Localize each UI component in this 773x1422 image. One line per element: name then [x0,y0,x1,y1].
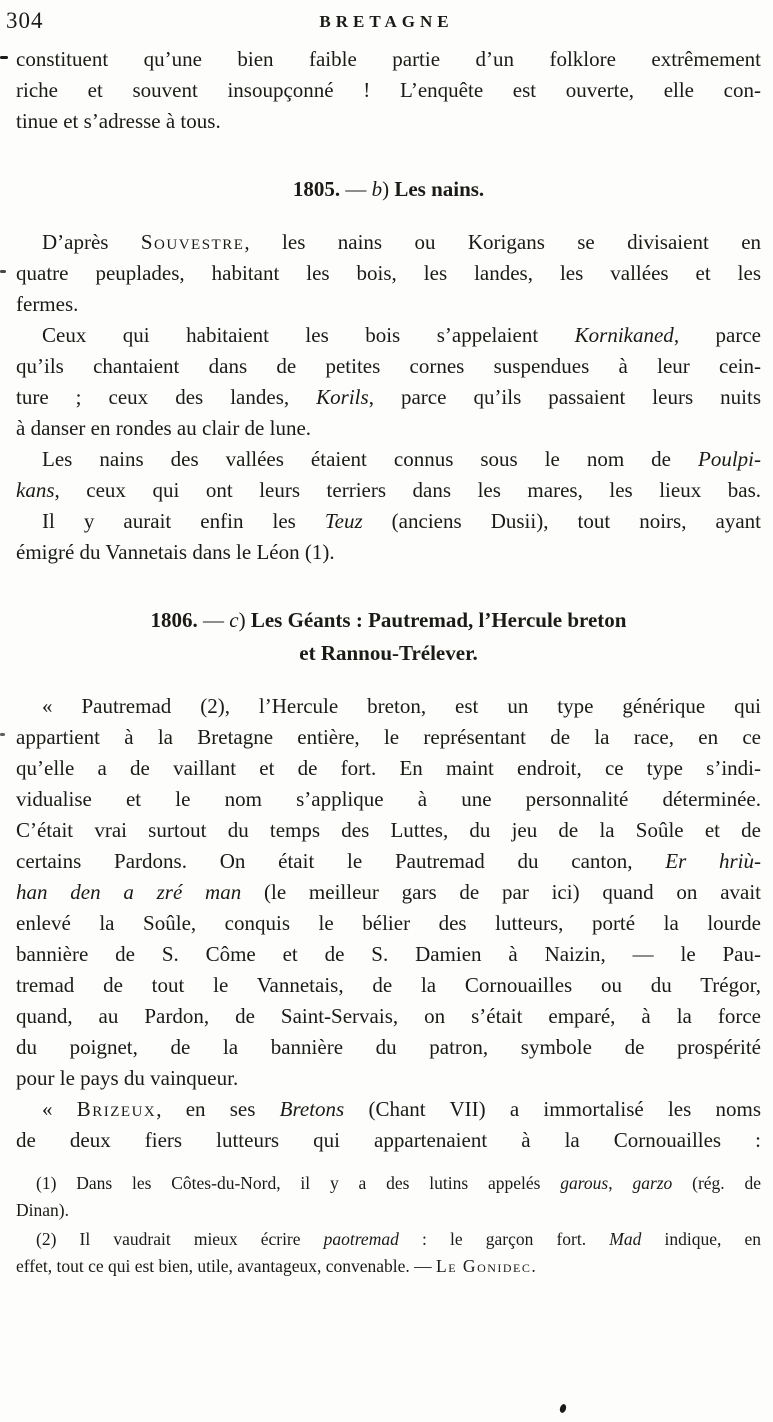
text-run: « Pautremad (2), l’Hercule breton, est un type générique qui [42,694,761,718]
text-run: « [42,1097,77,1121]
text-run: c [229,608,239,632]
paragraph-kornikaned [16,320,761,444]
text-run: Er hriù- [665,849,762,873]
paragraph-poulpikans [16,444,761,506]
text-line [16,877,761,908]
text-line [16,106,761,137]
text-line [16,691,761,722]
text-run: (anciens Dusii), tout noirs, ayant [362,509,761,533]
text-run: quand, au Pardon, de Saint-Servais, on s’était emparé, à la force [16,1004,761,1028]
text-line [16,784,761,815]
text-line [16,1226,761,1253]
text-line [16,258,761,289]
text-run: , parce qu’ils passaient leurs nuits [368,385,761,409]
text-line [16,44,761,75]
text-line [16,1063,761,1094]
paragraph-souvestre [16,227,761,320]
text-line [16,1032,761,1063]
page-number: 304 [6,8,44,33]
text-run: Ceux qui habitaient les bois s’appelaient [42,323,575,347]
text-line [16,227,761,258]
text-run: émigré du Vannetais dans le Léon (1). [16,540,335,564]
scan-artifact [0,733,5,736]
text-line [16,939,761,970]
heading-1806-les-geants [16,604,761,670]
text-line [16,382,761,413]
text-run: qu’elle a de vaillant et de fort. En maint endroit, ce type s’indi- [16,756,761,780]
text-run: Kornikaned [574,323,674,347]
text-run: Mad [609,1229,642,1249]
text-run: paotremad [323,1229,399,1249]
text-line [16,75,761,106]
text-run: bannière de S. Côme et de S. Damien à Naizin, — le Pau- [16,942,761,966]
text-run: , parce [673,323,762,347]
text-line [16,1197,761,1224]
text-line [16,444,761,475]
text-line [16,722,761,753]
text-run: : le garçon fort. [398,1229,610,1249]
text-line [16,1001,761,1032]
text-run: (2) Il vaudrait mieux écrire [36,1229,324,1249]
page-body [16,44,761,1280]
text-run: garous [560,1173,609,1193]
text-run: han den a zré man [16,880,242,904]
text-run: . [531,1256,536,1276]
text-run: (Chant VII) a immortalisé les noms [344,1097,762,1121]
text-line [16,970,761,1001]
text-run: — [197,608,230,632]
text-line [16,1253,761,1280]
text-run: Il y aurait enfin les [42,509,325,533]
text-run: tremad de tout le Vannetais, de la Cornouailles ou du Trégor, [16,973,761,997]
text-line [16,1094,761,1125]
text-run: ) [238,608,251,632]
text-line [16,1170,761,1197]
text-run: , les nains ou Korigans se divisaient en [244,230,762,254]
text-line [16,908,761,939]
text-run: Korils [316,385,369,409]
text-run: Les nains des vallées étaient connus sous le nom de [42,447,698,471]
paragraph-teuz [16,506,761,568]
text-run: 1805. [292,177,341,201]
text-run: certains Pardons. On était le Pautremad du canton, [16,849,666,873]
text-run: Le Gonidec [436,1256,532,1276]
text-run: , [608,1173,633,1193]
text-run: effet, tout ce qui est bien, utile, avantageux, convenable. — [16,1256,437,1276]
text-run: ture ; ceux des landes, [16,385,317,409]
text-run: pour le pays du vainqueur. [16,1066,239,1090]
page-header [0,6,773,36]
text-line [16,753,761,784]
text-run: garzo [632,1173,673,1193]
ink-speck [559,1403,567,1413]
footnote-2 [16,1226,761,1280]
text-run: kans [16,478,55,502]
text-line [16,475,761,506]
text-run: indique, en [641,1229,761,1249]
text-run: tinue et s’adresse à tous. [16,109,221,133]
text-run: Bretons [279,1097,345,1121]
text-run: et Rannou-Trélever. [299,641,478,665]
text-line [16,604,761,637]
text-run: , ceux qui ont leurs terriers dans les mares, les lieux bas. [54,478,761,502]
text-line [16,413,761,444]
text-run: constituent qu’une bien faible partie d’un folklore extrêmement [16,47,761,71]
text-line [16,320,761,351]
text-line [16,506,761,537]
text-run: quatre peuplades, habitant les bois, les landes, les vallées et les [16,261,761,285]
text-line [16,1125,761,1156]
text-run: Poulpi- [698,447,761,471]
text-run: appartient à la Bretagne entière, le représentant de la race, en ce [16,725,761,749]
text-run: (le meilleur gars de par ici) quand on avait [241,880,762,904]
text-run: Teuz [324,509,363,533]
text-run: Les nains. [394,177,485,201]
text-line [16,537,761,568]
text-run: — [340,177,372,201]
paragraph-pautremad [16,691,761,1094]
text-line [16,173,761,206]
text-run: Brizeux [76,1097,157,1121]
text-run: 1806. [150,608,198,632]
scan-artifact [0,56,8,59]
paragraph-intro [16,44,761,137]
running-title: BRETAGNE [319,12,454,31]
text-run: Les Géants : Pautremad, l’Hercule breton [250,608,627,632]
text-run: du poignet, de la bannière du patron, symbole de prospérité [16,1035,761,1059]
text-line [16,637,761,670]
paragraph-brizeux [16,1094,761,1156]
text-run: Souvestre [140,230,245,254]
text-line [16,815,761,846]
text-run: vidualise et le nom s’applique à une personnalité déterminée. [16,787,761,811]
text-run: à danser en rondes au clair de lune. [16,416,312,440]
text-run: , en ses [156,1097,280,1121]
text-line [16,351,761,382]
text-run: D’après [42,230,141,254]
text-run: ) [382,177,395,201]
text-run: C’était vrai surtout du temps des Luttes, du jeu de la Soûle et de [16,818,761,842]
text-run: qu’ils chantaient dans de petites cornes suspendues à leur cein- [16,354,761,378]
scan-artifact [0,270,6,273]
text-line [16,289,761,320]
footnote-1 [16,1170,761,1224]
text-run: (1) Dans les Côtes-du-Nord, il y a des lutins appelés [36,1173,561,1193]
text-run: riche et souvent insoupçonné ! L’enquête est ouverte, elle con- [16,78,761,102]
heading-1805-les-nains [16,173,761,206]
text-run: b [371,177,383,201]
text-run: de deux fiers lutteurs qui appartenaient à la Cornouailles : [16,1128,761,1152]
text-run: fermes. [16,292,79,316]
text-line [16,846,761,877]
text-run: (rég. de [672,1173,762,1193]
text-run: enlevé la Soûle, conquis le bélier des lutteurs, porté la lourde [16,911,761,935]
text-run: Dinan). [16,1200,69,1220]
